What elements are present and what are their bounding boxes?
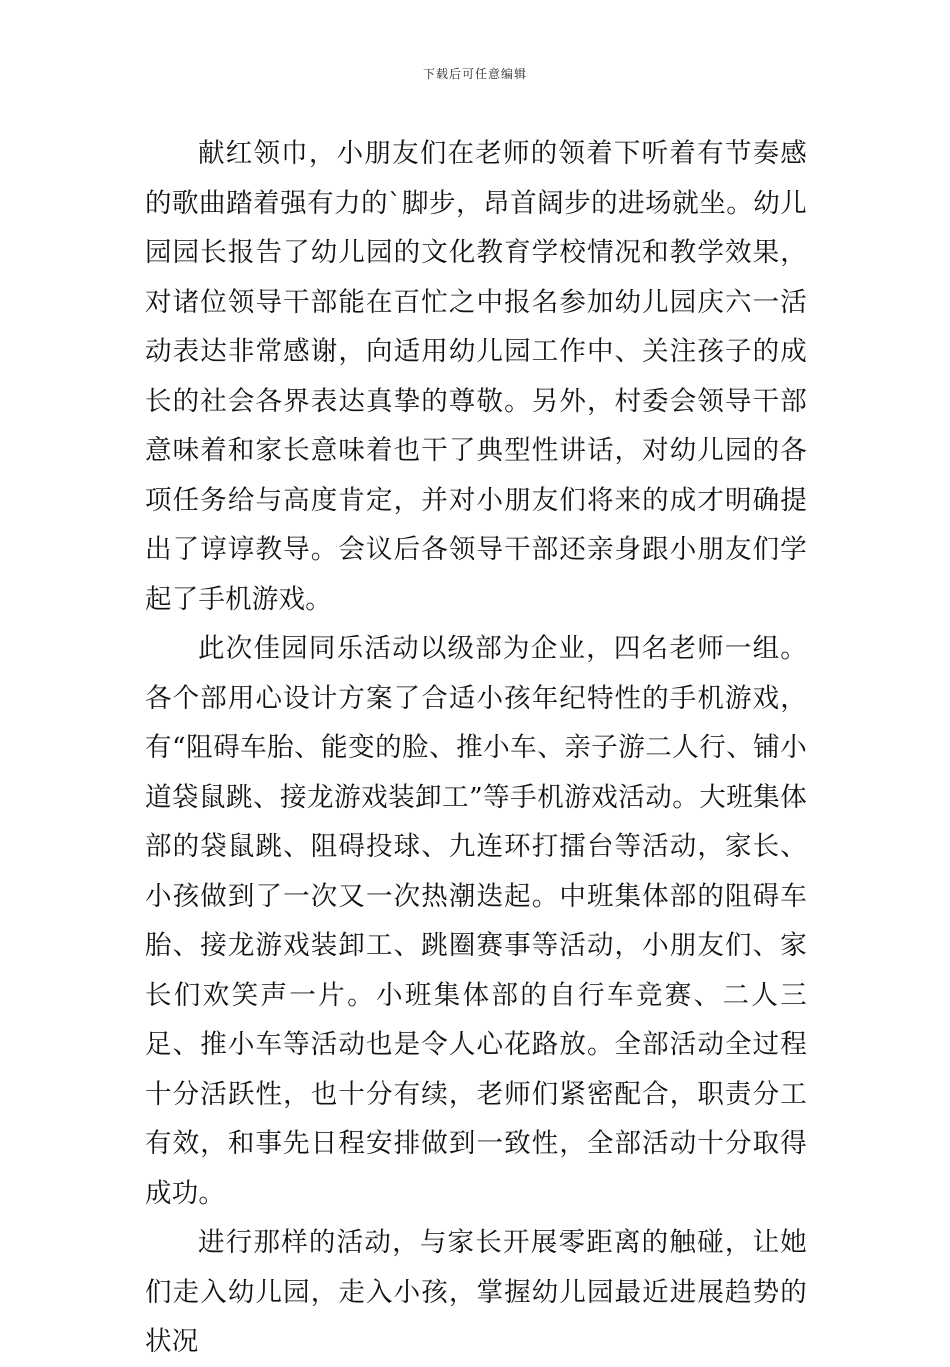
paragraph-3: 进行那样的活动，与家长开展零距离的触碰，让她们走入幼儿园，走入小孩，掌握幼儿园最近进展趋势的状况 <box>145 1227 807 1357</box>
paragraph-2: 此次佳园同乐活动以级部为企业，四名老师一组。各个部用心设计方案了合适小孩年纪特性的手机游戏，有“阻碍车胎、能变的脸、推小车、亲子游二人行、铺小道袋鼠跳、接龙游戏装卸工”等手机游戏活动。大班集体部的袋鼠跳、阻碍投球、九连环打擂台等活动，家长、小孩做到了一次又一次热潮迭起。中班集体部的阻碍车胎、接龙游戏装卸工、跳圈赛事等活动，小朋友们、家长们欢笑声一片。小班集体部的自行车竞赛、二人三足、推小车等活动也是令人心花路放。全部活动全过程十分活跃性，也十分有续，老师们紧密配合，职责分工有效，和事先日程安排做到一致性，全部活动十分取得成功。 <box>145 633 807 1209</box>
page-header: 下载后可任意编辑 <box>422 67 527 81</box>
document-body <box>145 129 807 1367</box>
paragraph-1: 献红领巾，小朋友们在老师的领着下听着有节奏感的歌曲踏着强有力的`脚步，昂首阔步的进场就坐。幼儿园园长报告了幼儿园的文化教育学校情况和教学效果，对诸位领导干部能在百忙之中报名参加幼儿园庆六一活动表达非常感谢，向适用幼儿园工作中、关注孩子的成长的社会各界表达真挚的尊敬。另外，村委会领导干部意味着和家长意味着也干了典型性讲话，对幼儿园的各项任务给与高度肯定，并对小朋友们将来的成才明确提出了谆谆教导。会议后各领导干部还亲身跟小朋友们学起了手机游戏。 <box>145 138 807 615</box>
